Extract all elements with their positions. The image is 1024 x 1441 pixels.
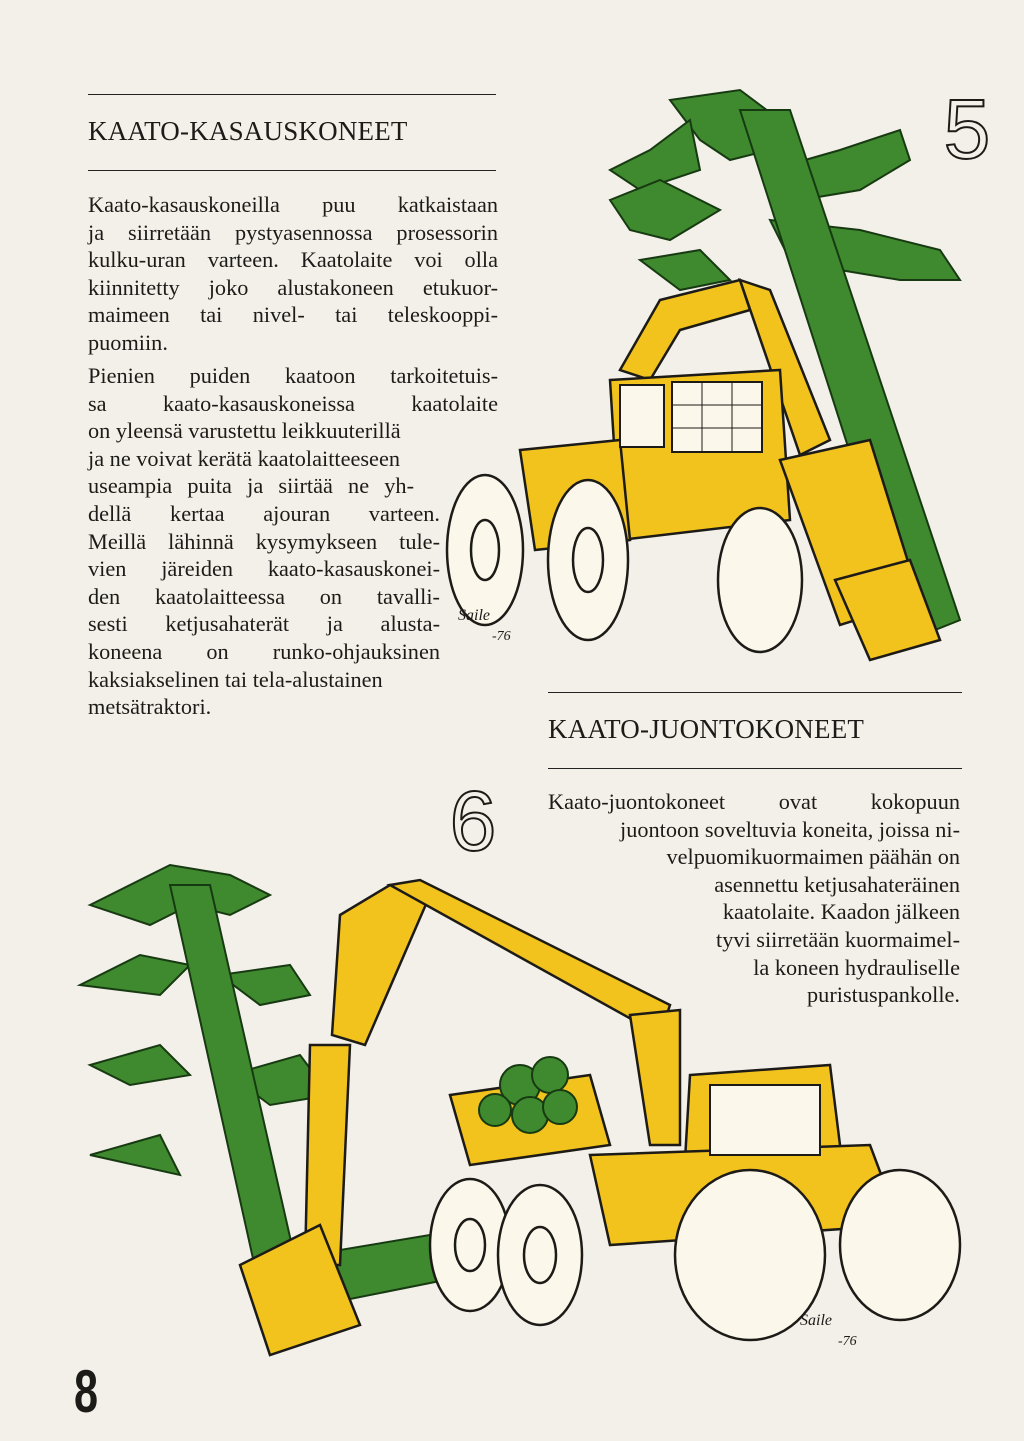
- text-line: kaksiakselinen tai tela-alustainen: [88, 666, 383, 692]
- wheels-6: [430, 1170, 960, 1340]
- heading-rule-top-6: [548, 692, 962, 693]
- section-5-paragraph-1: [88, 191, 498, 357]
- text-line: juontoon soveltuvia koneita, joissa ni-: [620, 816, 960, 842]
- text-line: on yleensä varustettu leikkuuterillä: [88, 418, 401, 444]
- text-line: metsätraktori.: [88, 694, 212, 720]
- page-number: 8: [74, 1358, 99, 1425]
- cab-window-6: [710, 1085, 820, 1155]
- text-line: kulku-uran varteen. Kaatolaite voi olla: [88, 247, 498, 273]
- text-line: dellä kertaa ajouran varteen.: [88, 500, 440, 526]
- heading-rule-top-5: [88, 94, 496, 95]
- feller-buncher-illustration: [440, 80, 1000, 680]
- section-6-number: 6: [449, 776, 497, 866]
- svg-text:Saile: Saile: [458, 607, 490, 624]
- text-line: velpuomikuormaimen päähän on: [666, 844, 960, 870]
- cab-window-5: [620, 382, 762, 452]
- section-5-number: 5: [943, 84, 991, 174]
- text-line: puomiin.: [88, 329, 168, 355]
- section-5-heading: KAATO-KASAUSKONEET: [88, 116, 408, 146]
- text-line: Meillä lähinnä kysymykseen tule-: [88, 528, 440, 554]
- text-line: den kaatolaitteessa on tavalli-: [88, 583, 440, 609]
- text-line: puristuspankolle.: [807, 982, 960, 1008]
- svg-text:-76: -76: [838, 1334, 857, 1349]
- text-line: Kaato-juontokoneet ovat kokopuun: [548, 789, 960, 814]
- text-line: sesti ketjusahaterät ja alusta-: [88, 611, 440, 637]
- text-line: kiinnitetty joko alustakoneen etukuor-: [88, 274, 498, 300]
- text-line: ja siirretään pystyasennossa prosessorin: [88, 219, 498, 245]
- text-line: asennettu ketjusahateräinen: [714, 871, 960, 897]
- text-line: maimeen tai nivel- tai teleskooppi-: [88, 302, 498, 328]
- svg-text:Saile: Saile: [800, 1312, 832, 1329]
- section-5-paragraph-2: [88, 362, 498, 721]
- text-line: useampia puita ja siirtää ne yh-: [88, 473, 414, 499]
- text-line: la koneen hydrauliselle: [753, 954, 960, 980]
- feller-skidder-illustration: [70, 845, 990, 1365]
- text-line: ja ne voivat kerätä kaatolaitteeseen: [88, 445, 400, 471]
- text-line: Pienien puiden kaatoon tarkoitetuis-: [88, 363, 498, 388]
- text-line: tyvi siirretään kuormaimel-: [716, 926, 960, 952]
- text-line: vien järeiden kaato-kasauskonei-: [88, 556, 440, 582]
- section-6-heading: KAATO-JUONTOKONEET: [548, 714, 865, 744]
- heading-rule-bottom-5: [88, 170, 496, 171]
- log-bundle-6: [479, 1057, 577, 1133]
- text-line: sa kaato-kasauskoneissa kaatolaite: [88, 390, 498, 416]
- illustration-number-5: [932, 84, 1002, 179]
- text-line: koneena on runko-ohjauksinen: [88, 638, 440, 664]
- heading-rule-bottom-6: [548, 768, 962, 769]
- text-line: kaatolaite. Kaadon jälkeen: [722, 899, 960, 925]
- svg-text:-76: -76: [492, 629, 511, 644]
- text-line: Kaato-kasauskoneilla puu katkaistaan: [88, 192, 498, 217]
